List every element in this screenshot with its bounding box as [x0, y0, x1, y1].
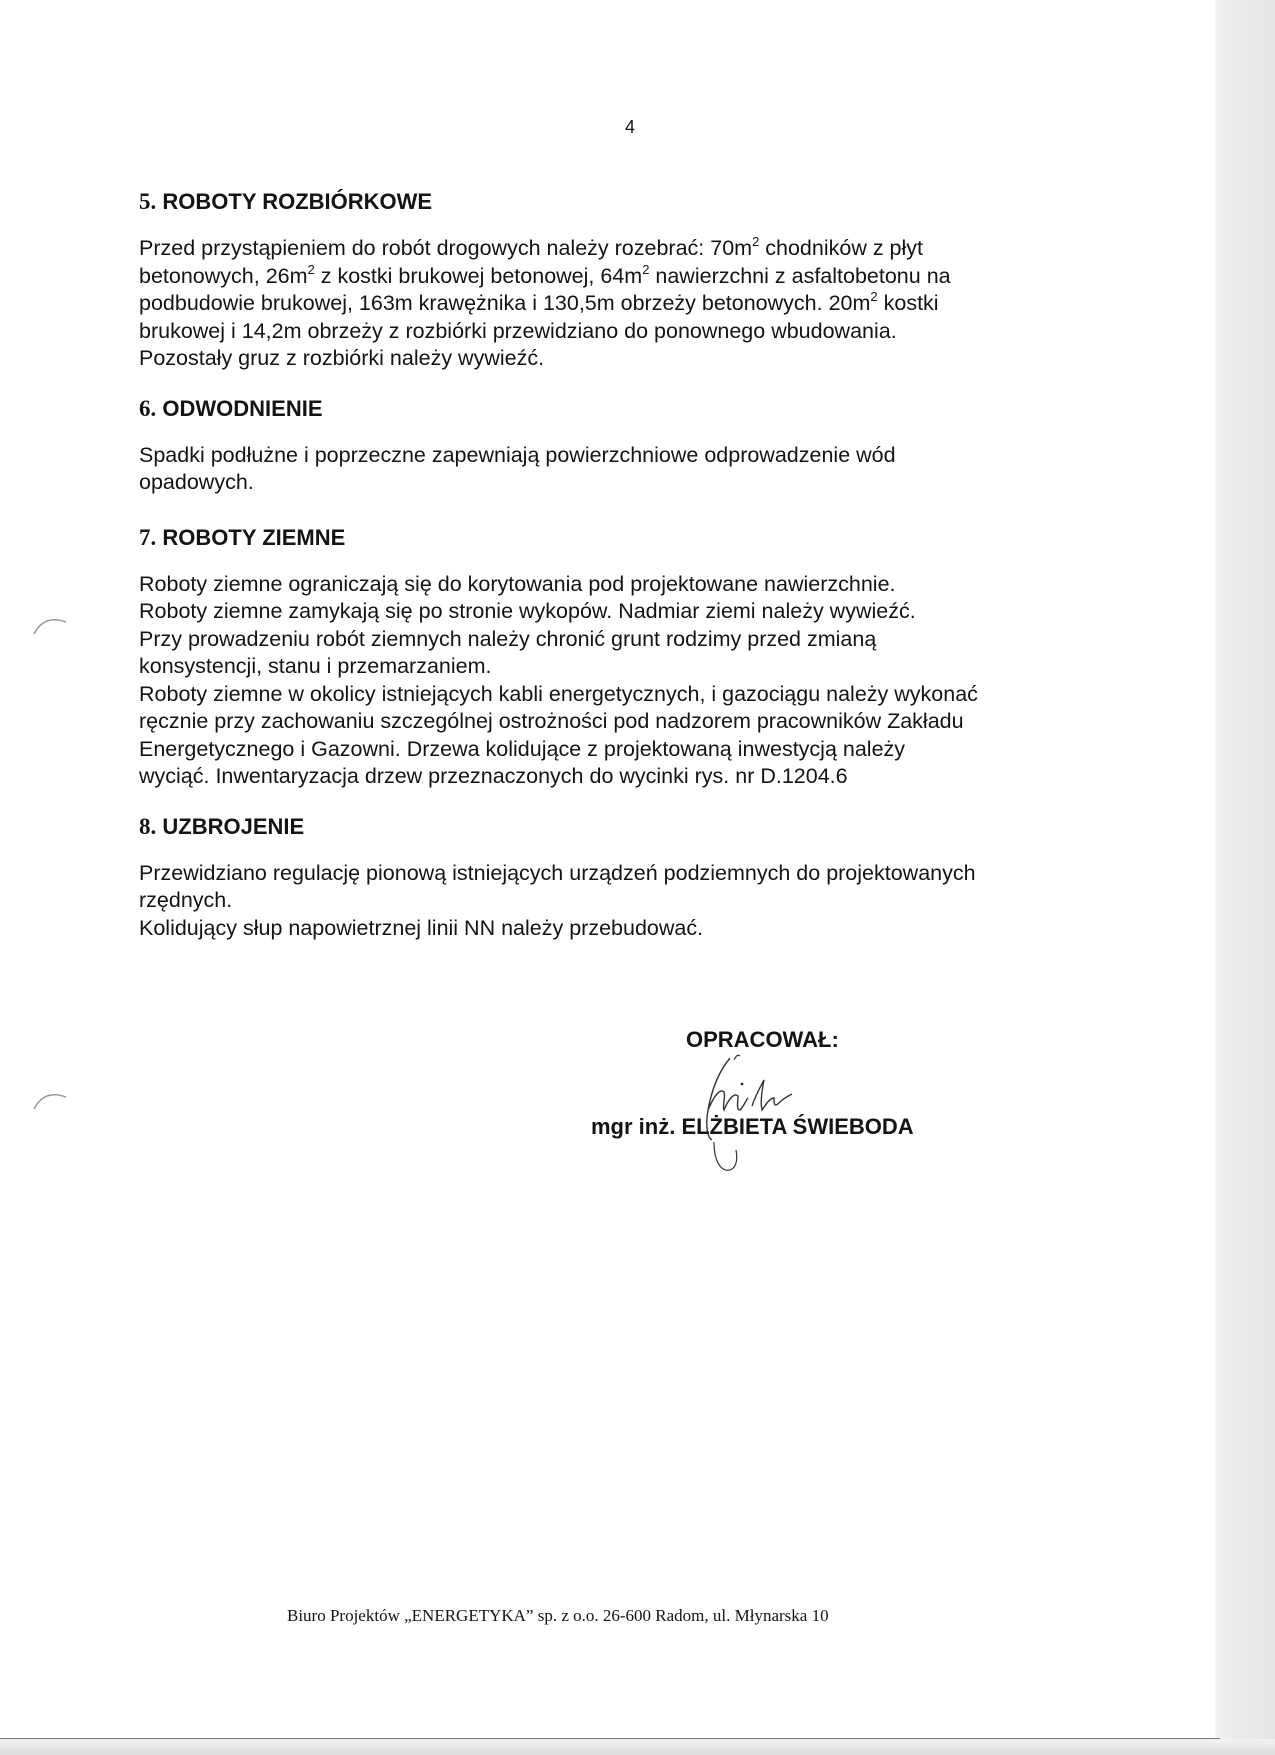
- footer-company-address: Biuro Projektów „ENERGETYKA” sp. z o.o. 26-600 Radom, ul. Młynarska 10: [287, 1606, 829, 1625]
- paragraph-line: Przewidziano regulację pionową istniejących urządzeń podziemnych do projektowanych: [139, 860, 976, 885]
- scan-bottom-edge: [0, 1739, 1275, 1755]
- section-title: ROBOTY ZIEMNE: [162, 524, 346, 550]
- section-title: ODWODNIENIE: [162, 395, 323, 421]
- paragraph-line: wyciąć. Inwentaryzacja drzew przeznaczonych do wycinki rys. nr D.1204.6: [139, 764, 848, 788]
- section-number: 8.: [139, 813, 157, 839]
- paragraph-line: Przy prowadzeniu robót ziemnych należy chronić grunt rodzimy przed zmianą: [139, 626, 877, 651]
- section-paragraph: [139, 442, 1129, 497]
- section-heading: [139, 188, 1129, 216]
- signer-name: mgr inż. ELŻBIETA ŚWIEBODA: [591, 1114, 914, 1139]
- handwritten-signature: [690, 1040, 840, 1180]
- section-number: 6.: [139, 395, 157, 421]
- section-number: 7.: [139, 524, 157, 550]
- section-title: UZBROJENIE: [162, 813, 305, 839]
- scan-page-edge: [1215, 0, 1275, 1755]
- paragraph-line: betonowych, $26m^2$ z kostki brukowej betonowej, $64m^2$ nawierzchni z asfaltobetonu na: [139, 261, 951, 288]
- section-paragraph: [139, 571, 1129, 791]
- section-paragraph: [139, 860, 1129, 943]
- paragraph-line: Roboty ziemne ograniczają się do korytowania pod projektowane nawierzchnie.: [139, 571, 896, 596]
- section-number: 5.: [139, 189, 157, 214]
- paragraph-line: ręcznie przy zachowaniu szczególnej ostrożności pod nadzorem pracowników Zakładu: [139, 709, 964, 733]
- paragraph-line: Przed przystąpieniem do robót drogowych należy rozebrać: $70m^2$ chodników z płyt: [139, 234, 924, 260]
- section-heading: [139, 395, 1129, 423]
- paragraph-line: opadowych.: [139, 470, 254, 494]
- paragraph-line: konsystencji, stanu i przemarzaniem.: [139, 654, 492, 678]
- page-number: 4: [624, 117, 635, 137]
- paragraph-line: podbudowie brukowej, 163m krawężnika i 130,5m obrzeży betonowych. $20m^2$ kostki: [139, 289, 939, 315]
- section-title: ROBOTY ROZBIÓRKOWE: [162, 189, 433, 214]
- section-heading: [139, 813, 1129, 841]
- scan-mark: [30, 610, 70, 640]
- paragraph-line: Kolidujący słup napowietrznej linii NN należy przebudować.: [139, 915, 704, 940]
- paragraph-line: Roboty ziemne w okolicy istniejących kabli energetycznych, i gazociągu należy wykonać: [139, 681, 978, 706]
- document-body: [139, 188, 1129, 942]
- section-heading: [139, 524, 1129, 552]
- paragraph-line: Spadki podłużne i poprzeczne zapewniają powierzchniowe odprowadzenie wód: [139, 442, 896, 467]
- paragraph-line: Energetycznego i Gazowni. Drzewa kolidujące z projektowaną inwestycją należy: [139, 736, 906, 761]
- signature-title: OPRACOWAŁ:: [686, 1027, 839, 1052]
- paragraph-line: Pozostały gruz z rozbiórki należy wywieźć.: [139, 346, 545, 370]
- scan-mark: [30, 1085, 70, 1115]
- paragraph-line: brukowej i 14,2m obrzeży z rozbiórki przewidziano do ponownego wbudowania.: [139, 318, 897, 343]
- paragraph-line: Roboty ziemne zamykają się po stronie wykopów. Nadmiar ziemi należy wywieźć.: [139, 599, 916, 623]
- paragraph-line: rzędnych.: [139, 888, 233, 912]
- section-paragraph: [139, 235, 1129, 373]
